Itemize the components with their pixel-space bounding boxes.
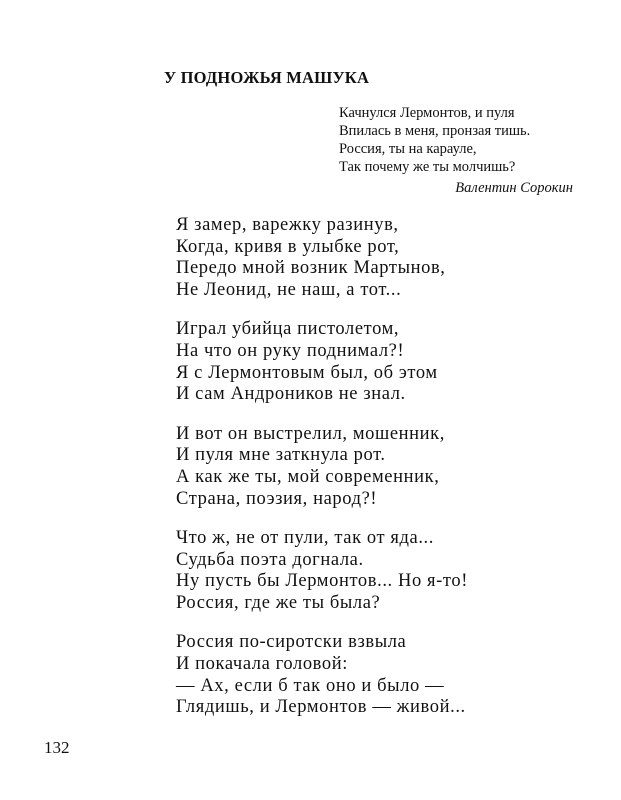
poem-line: И сам Андроников не знал. xyxy=(176,384,406,405)
stanza xyxy=(176,424,468,511)
poem-line: Россия по-сиротски взвыла xyxy=(176,632,407,653)
poem-line: Россия, где же ты была? xyxy=(176,593,381,614)
poem-body xyxy=(176,215,468,737)
epigraph-line: Россия, ты на карауле, xyxy=(339,141,477,157)
poem-line: И покачала головой: xyxy=(176,653,348,674)
page-number: 132 xyxy=(44,738,70,757)
poem-line: Передо мной возник Мартынов, xyxy=(176,258,446,279)
stanza xyxy=(176,319,468,406)
poem-line: Глядишь, и Лермонтов — живой... xyxy=(176,697,466,718)
epigraph-line: Качнулся Лермонтов, и пуля xyxy=(339,105,515,121)
poem-line: А как же ты, мой современник, xyxy=(176,467,440,488)
poem-line: Судьба поэта догнала. xyxy=(176,549,364,570)
poem-line: Когда, кривя в улыбке рот, xyxy=(176,236,400,257)
stanza xyxy=(176,632,468,719)
poem-line: Играл убийца пистолетом, xyxy=(176,319,400,340)
poem-line: Я замер, варежку разинув, xyxy=(176,215,399,235)
poem-line: На что он руку поднимал?! xyxy=(176,341,405,362)
poem-line: Страна, поэзия, народ?! xyxy=(176,488,378,509)
poem-line: Я с Лермонтовым был, об этом xyxy=(176,362,438,383)
stanza xyxy=(176,528,468,615)
poem-line: И пуля мне заткнула рот. xyxy=(176,445,386,466)
poem-line: Что ж, не от пули, так от яда... xyxy=(176,527,435,548)
poem-line: И вот он выстрелил, мошенник, xyxy=(176,423,445,444)
epigraph-line: Так почему же ты молчишь? xyxy=(339,159,516,175)
stanza xyxy=(176,215,468,302)
epigraph xyxy=(339,104,530,176)
epigraph-author: Валентин Сорокин xyxy=(455,180,573,196)
epigraph-line: Впилась в меня, пронзая тишь. xyxy=(339,123,531,139)
poem-line: Ну пусть бы Лермонтов... Но я-то! xyxy=(176,571,468,592)
poem-line: — Ах, если б так оно и было — xyxy=(176,675,445,696)
poem-line: Не Леонид, не наш, а тот... xyxy=(176,280,402,301)
poem-title: У ПОДНОЖЬЯ МАШУКА xyxy=(164,68,370,87)
